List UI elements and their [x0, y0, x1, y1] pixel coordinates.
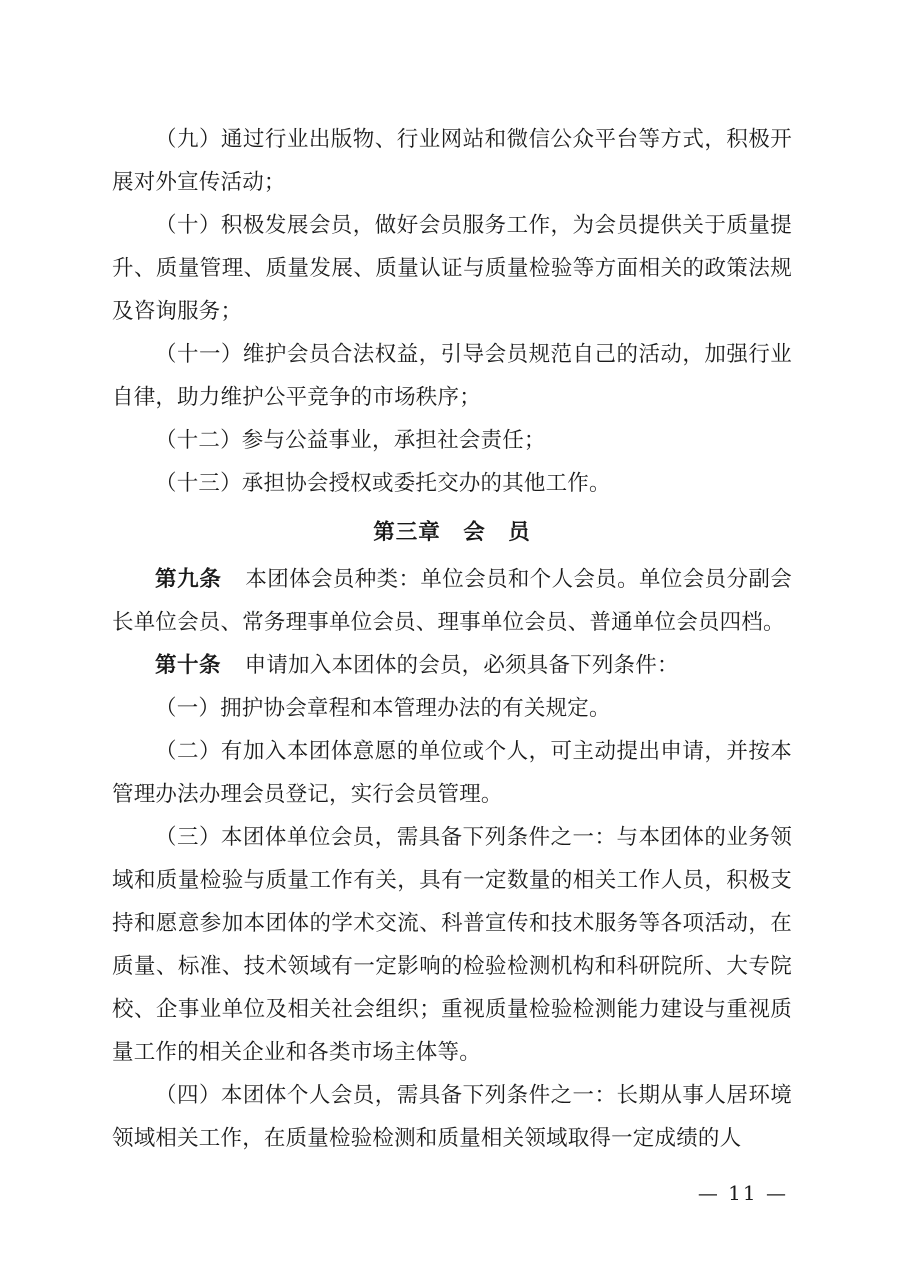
article-nine: [112, 558, 792, 644]
paragraph-item-four: （四）本团体个人会员，需具备下列条件之一：长期从事人居环境领域相关工作，在质量检验检测和质量相关领域取得一定成绩的人: [112, 1083, 792, 1151]
article-nine-label: 第九条: [155, 567, 222, 592]
document-body: [112, 118, 792, 1160]
article-ten-label: 第十条: [155, 653, 222, 678]
article-ten-text: 申请加入本团体的会员，必须具备下列条件：: [244, 653, 679, 678]
paragraph-item-two: （二）有加入本团体意愿的单位或个人，可主动提出申请，并按本管理办法办理会员登记，实行会员管理。: [112, 739, 792, 807]
chapter-heading-three: 第三章 会 员: [373, 520, 531, 545]
paragraph-item-nine: （九）通过行业出版物、行业网站和微信公众平台等方式，积极开展对外宣传活动；: [112, 127, 792, 195]
article-ten: [112, 644, 792, 687]
paragraph-item-eleven: （十一）维护会员合法权益，引导会员规范自己的活动，加强行业自律，助力维护公平竞争的市场秩序；: [112, 342, 792, 410]
paragraph-item-three: （三）本团体单位会员，需具备下列条件之一：与本团体的业务领域和质量检验与质量工作有关，具有一定数量的相关工作人员，积极支持和愿意参加本团体的学术交流、科普宣传和技术服务等各项活动，在质量、标准、技术领域有一定影响的检验检测机构和科研院所、大专院校、企事业单位及相关社会组织；重视质量检验检测能力建设与重视质量工作的相关企业和各类市场主体等。: [112, 825, 792, 1065]
paragraph-item-ten: （十）积极发展会员，做好会员服务工作，为会员提供关于质量提升、质量管理、质量发展、质量认证与质量检验等方面相关的政策法规及咨询服务；: [112, 213, 792, 324]
paragraph-item-twelve: （十二）参与公益事业，承担社会责任；: [155, 428, 546, 453]
paragraph-item-thirteen: （十三）承担协会授权或委托交办的其他工作。: [155, 471, 611, 496]
paragraph-item-one: （一）拥护协会章程和本管理办法的有关规定。: [155, 696, 611, 721]
article-nine-text: 本团体会员种类：单位会员和个人会员。单位会员分副会长单位会员、常务理事单位会员、理事单位会员、普通单位会员四档。: [112, 567, 792, 635]
page-number: — 11 —: [697, 1181, 788, 1205]
